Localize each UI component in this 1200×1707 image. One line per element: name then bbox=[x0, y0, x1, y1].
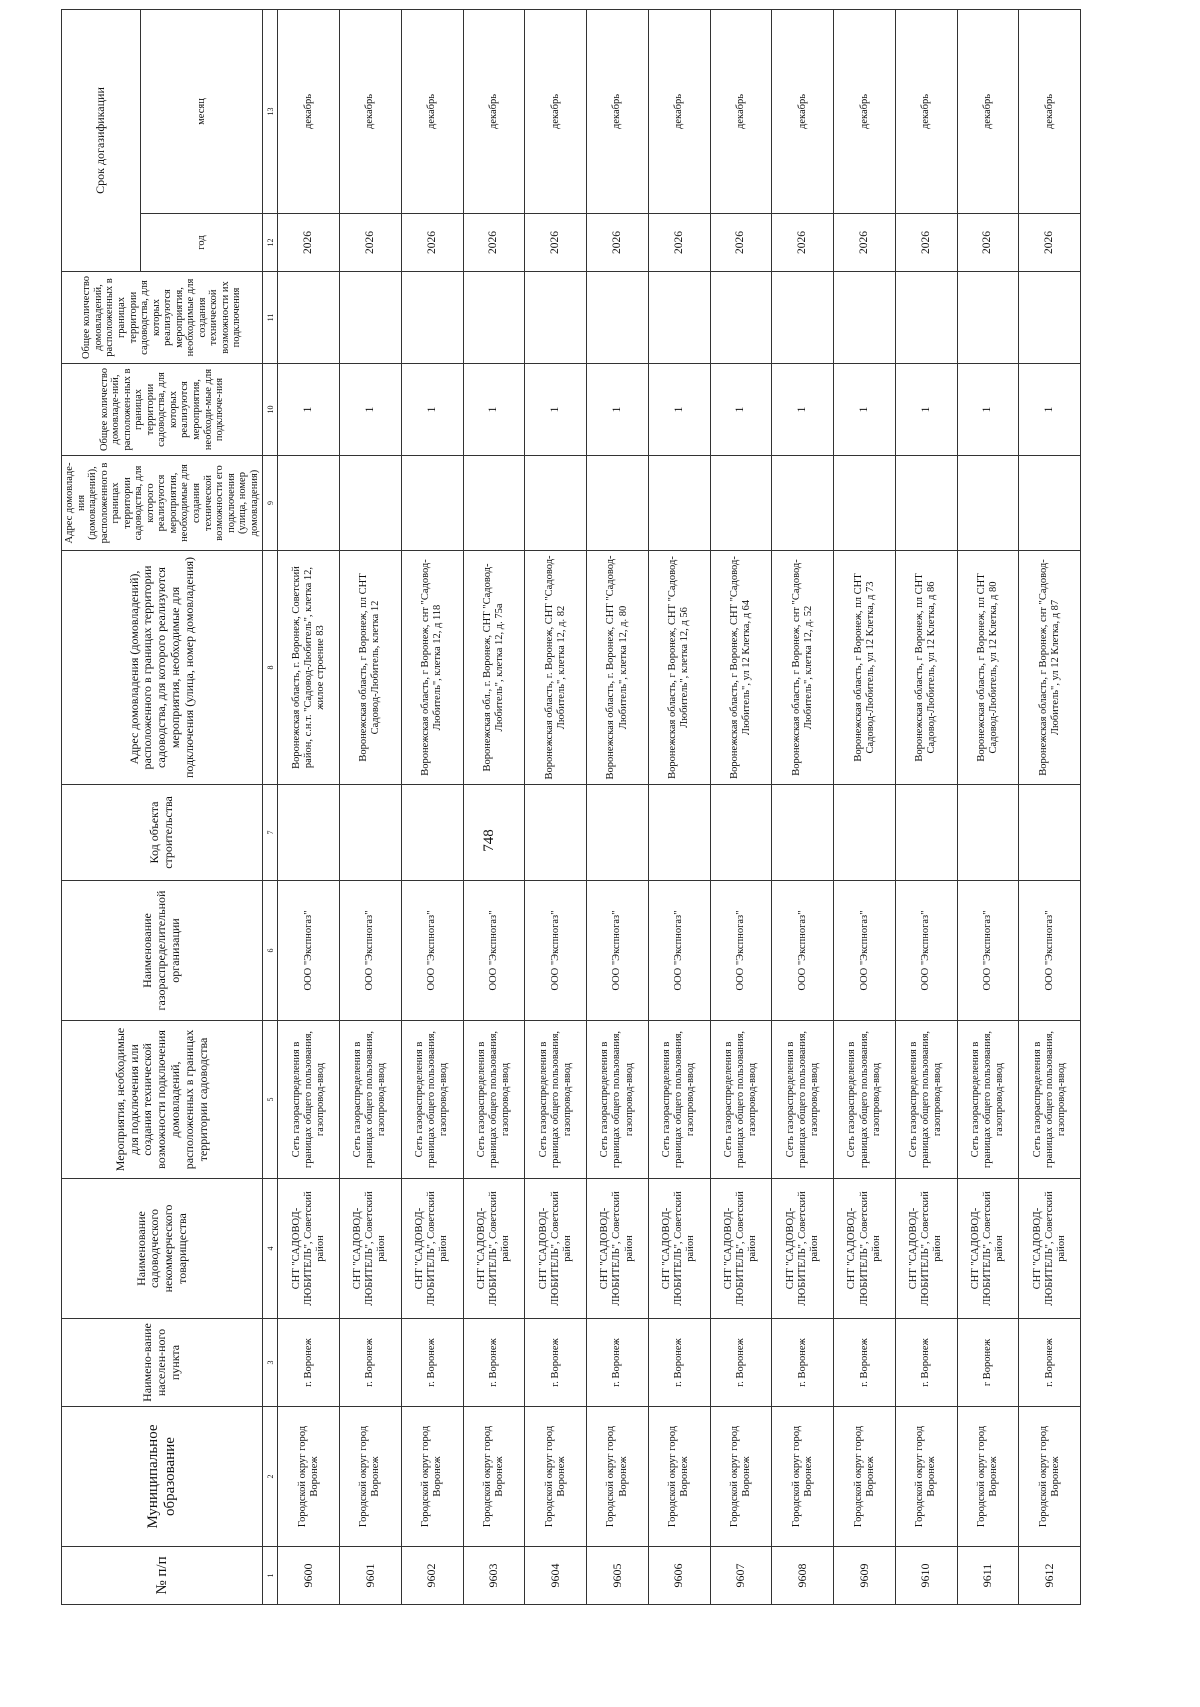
gas-org-cell: ООО "Экспногаз" bbox=[957, 881, 1019, 1021]
gas-org-cell: ООО "Экспногаз" bbox=[1019, 881, 1081, 1021]
address-tech-cell bbox=[525, 456, 587, 551]
address-tech-cell bbox=[895, 456, 957, 551]
gasification-register-table bbox=[61, 9, 1081, 1605]
municipality-cell: Городской округ город Воронеж bbox=[957, 1407, 1019, 1547]
measure-cell: Сеть газораспределения в границах общего пользования, газопровод-ввод bbox=[525, 1021, 587, 1179]
header-col-4: Наименование садоводческого некоммерческого товарищества bbox=[62, 1179, 263, 1319]
count-tech-cell bbox=[895, 272, 957, 364]
address-cell: Воронежская область, г. Воронеж, СНТ "Садовод-Любитель", клетка 12, д. 80 bbox=[587, 551, 649, 785]
address-tech-cell bbox=[340, 456, 402, 551]
row-number: 9602 bbox=[401, 1547, 463, 1605]
object-code-cell bbox=[957, 785, 1019, 881]
gas-org-cell: ООО "Экспногаз" bbox=[340, 881, 402, 1021]
column-number: 4 bbox=[263, 1179, 278, 1319]
address-cell: Воронежская область, г Воронеж, СНТ "Садовод-Любитель", ул 12 Клетка, д 64 bbox=[710, 551, 772, 785]
address-tech-cell bbox=[710, 456, 772, 551]
municipality-cell: Городской округ город Воронеж bbox=[525, 1407, 587, 1547]
locality-cell: г. Воронеж bbox=[525, 1319, 587, 1407]
header-col-9: Адрес домовладе-ния (домовладений), расположенного в границах территории садоводства, для которого реализуются мероприятия, необходимые для создания технической возможности его подключения (улица, номер домовладения) bbox=[62, 456, 263, 551]
month-cell: декабрь bbox=[278, 9, 340, 213]
column-number: 2 bbox=[263, 1407, 278, 1547]
snt-name-cell: СНТ "САДОВОД-ЛЮБИТЕЛЬ", Советский район bbox=[648, 1179, 710, 1319]
column-number: 3 bbox=[263, 1319, 278, 1407]
header-col-5: Мероприятия, необходимые для подключения или создания технической возможности подключения домовладений, расположенных в границах территории садоводства bbox=[62, 1021, 263, 1179]
locality-cell: г. Воронеж bbox=[278, 1319, 340, 1407]
month-cell: декабрь bbox=[463, 9, 525, 213]
row-number: 9612 bbox=[1019, 1547, 1081, 1605]
month-cell: декабрь bbox=[710, 9, 772, 213]
municipality-cell: Городской округ город Воронеж bbox=[895, 1407, 957, 1547]
measure-cell: Сеть газораспределения в границах общего пользования, газопровод-ввод bbox=[463, 1021, 525, 1179]
measure-cell: Сеть газораспределения в границах общего пользования, газопровод-ввод bbox=[710, 1021, 772, 1179]
gas-org-cell: ООО "Экспногаз" bbox=[834, 881, 896, 1021]
snt-name-cell: СНТ "САДОВОД-ЛЮБИТЕЛЬ", Советский район bbox=[772, 1179, 834, 1319]
municipality-cell: Городской округ город Воронеж bbox=[834, 1407, 896, 1547]
object-code-cell bbox=[401, 785, 463, 881]
header-col-13: месяц bbox=[141, 9, 263, 213]
address-cell: Воронежская область, г Воронеж, снт "Садовод-Любитель", ул 12 Клетка, д 87 bbox=[1019, 551, 1081, 785]
object-code-cell bbox=[278, 785, 340, 881]
address-cell: Воронежская область, г Воронеж, пл СНТ Садовод-Любитель, ул 12 Клетка, д 73 bbox=[834, 551, 896, 785]
page-number: 748 bbox=[480, 829, 497, 852]
locality-cell: г. Воронеж bbox=[1019, 1319, 1081, 1407]
column-number: 12 bbox=[263, 214, 278, 272]
table-row bbox=[278, 9, 340, 1604]
month-cell: декабрь bbox=[401, 9, 463, 213]
column-number: 8 bbox=[263, 551, 278, 785]
year-cell: 2026 bbox=[525, 214, 587, 272]
municipality-cell: Городской округ город Воронеж bbox=[772, 1407, 834, 1547]
column-number: 6 bbox=[263, 881, 278, 1021]
year-cell: 2026 bbox=[463, 214, 525, 272]
municipality-cell: Городской округ город Воронеж bbox=[710, 1407, 772, 1547]
row-number: 9603 bbox=[463, 1547, 525, 1605]
locality-cell: г. Воронеж bbox=[834, 1319, 896, 1407]
header-col-12: год bbox=[141, 214, 263, 272]
municipality-cell: Городской округ город Воронеж bbox=[463, 1407, 525, 1547]
count-connect-cell: 1 bbox=[463, 364, 525, 456]
header-col-7: Код объекта строительства bbox=[62, 785, 263, 881]
address-cell: Воронежская область, г Воронеж, пл СНТ Садовод-Любитель, клетка 12 bbox=[340, 551, 402, 785]
measure-cell: Сеть газораспределения в границах общего пользования, газопровод-ввод bbox=[401, 1021, 463, 1179]
address-tech-cell bbox=[648, 456, 710, 551]
locality-cell: г. Воронеж bbox=[648, 1319, 710, 1407]
header-col-10: Общее количество домовладе-ний, расположен-ных в границах территории садоводства, для которых реализуются мероприятия, необходи-мые для подключе-ния bbox=[62, 364, 263, 456]
count-tech-cell bbox=[463, 272, 525, 364]
measure-cell: Сеть газораспределения в границах общего пользования, газопровод-ввод bbox=[648, 1021, 710, 1179]
month-cell: декабрь bbox=[340, 9, 402, 213]
snt-name-cell: СНТ "САДОВОД-ЛЮБИТЕЛЬ", Советский район bbox=[525, 1179, 587, 1319]
month-cell: декабрь bbox=[895, 9, 957, 213]
count-connect-cell: 1 bbox=[710, 364, 772, 456]
count-tech-cell bbox=[772, 272, 834, 364]
address-tech-cell bbox=[1019, 456, 1081, 551]
snt-name-cell: СНТ "САДОВОД-ЛЮБИТЕЛЬ", Советский район bbox=[278, 1179, 340, 1319]
locality-cell: г. Воронеж bbox=[710, 1319, 772, 1407]
count-connect-cell: 1 bbox=[278, 364, 340, 456]
gas-org-cell: ООО "Экспногаз" bbox=[587, 881, 649, 1021]
rotated-table-wrapper bbox=[61, 87, 1071, 1605]
object-code-cell bbox=[834, 785, 896, 881]
locality-cell: г Воронеж bbox=[957, 1319, 1019, 1407]
count-tech-cell bbox=[340, 272, 402, 364]
gas-org-cell: ООО "Экспногаз" bbox=[895, 881, 957, 1021]
locality-cell: г. Воронеж bbox=[340, 1319, 402, 1407]
count-connect-cell: 1 bbox=[648, 364, 710, 456]
year-cell: 2026 bbox=[710, 214, 772, 272]
address-cell: Воронежская область, г. Воронеж, СНТ "Садовод-Любитель", клетка 12, д. 82 bbox=[525, 551, 587, 785]
count-connect-cell: 1 bbox=[340, 364, 402, 456]
address-cell: Воронежская область, г Воронеж, снт "Садовод-Любитель", клетка 12, д. 52 bbox=[772, 551, 834, 785]
year-cell: 2026 bbox=[278, 214, 340, 272]
column-number: 13 bbox=[263, 9, 278, 213]
address-cell: Воронежская область, г Воронеж, пл СНТ Садовод-Любитель, ул 12 Клетка, д 80 bbox=[957, 551, 1019, 785]
table-row bbox=[587, 9, 649, 1604]
address-tech-cell bbox=[834, 456, 896, 551]
address-tech-cell bbox=[957, 456, 1019, 551]
table-body bbox=[278, 9, 1081, 1604]
row-number: 9601 bbox=[340, 1547, 402, 1605]
locality-cell: г. Воронеж bbox=[587, 1319, 649, 1407]
address-cell: Воронежская обл., г. Воронеж, СНТ "Садовод-Любитель", клетка 12, д. 75а bbox=[463, 551, 525, 785]
year-cell: 2026 bbox=[587, 214, 649, 272]
measure-cell: Сеть газораспределения в границах общего пользования, газопровод-ввод bbox=[895, 1021, 957, 1179]
table-row bbox=[834, 9, 896, 1604]
header-col-11: Общее количество домовладений, расположенных в границах территории садоводства, для которых реализуются мероприятия, необходимые для создания технической возможности их подключения bbox=[62, 272, 263, 364]
table-row bbox=[340, 9, 402, 1604]
count-connect-cell: 1 bbox=[957, 364, 1019, 456]
month-cell: декабрь bbox=[525, 9, 587, 213]
snt-name-cell: СНТ "САДОВОД-ЛЮБИТЕЛЬ", Советский район bbox=[834, 1179, 896, 1319]
year-cell: 2026 bbox=[401, 214, 463, 272]
snt-name-cell: СНТ "САДОВОД-ЛЮБИТЕЛЬ", Советский район bbox=[587, 1179, 649, 1319]
count-connect-cell: 1 bbox=[401, 364, 463, 456]
address-cell: Воронежская область, г. Воронеж, Советский район, с.н.т. "Садовод-Любитель", клетка 12, жилое строение 83 bbox=[278, 551, 340, 785]
row-number: 9609 bbox=[834, 1547, 896, 1605]
month-cell: декабрь bbox=[834, 9, 896, 213]
year-cell: 2026 bbox=[340, 214, 402, 272]
row-number: 9608 bbox=[772, 1547, 834, 1605]
row-number: 9600 bbox=[278, 1547, 340, 1605]
snt-name-cell: СНТ "САДОВОД-ЛЮБИТЕЛЬ", Советский район bbox=[710, 1179, 772, 1319]
count-connect-cell: 1 bbox=[834, 364, 896, 456]
gas-org-cell: ООО "Экспногаз" bbox=[401, 881, 463, 1021]
address-tech-cell bbox=[463, 456, 525, 551]
object-code-cell bbox=[463, 785, 525, 881]
year-cell: 2026 bbox=[1019, 214, 1081, 272]
month-cell: декабрь bbox=[648, 9, 710, 213]
snt-name-cell: СНТ "САДОВОД-ЛЮБИТЕЛЬ", Советский район bbox=[895, 1179, 957, 1319]
address-cell: Воронежская область, г Воронеж, пл СНТ Садовод-Любитель, ул 12 Клетка, д 86 bbox=[895, 551, 957, 785]
locality-cell: г. Воронеж bbox=[772, 1319, 834, 1407]
row-number: 9611 bbox=[957, 1547, 1019, 1605]
count-tech-cell bbox=[834, 272, 896, 364]
object-code-cell bbox=[648, 785, 710, 881]
count-tech-cell bbox=[1019, 272, 1081, 364]
year-cell: 2026 bbox=[957, 214, 1019, 272]
header-col-6: Наименование газораспределительной организации bbox=[62, 881, 263, 1021]
measure-cell: Сеть газораспределения в границах общего пользования, газопровод-ввод bbox=[340, 1021, 402, 1179]
object-code-cell bbox=[587, 785, 649, 881]
column-number: 11 bbox=[263, 272, 278, 364]
address-cell: Воронежская область, г Воронеж, снт "Садовод-Любитель", клетка 12, д 118 bbox=[401, 551, 463, 785]
object-code-cell bbox=[340, 785, 402, 881]
document-stage bbox=[61, 87, 1071, 1605]
count-tech-cell bbox=[710, 272, 772, 364]
header-col-3: Наимено-вание населен-ного пункта bbox=[62, 1319, 263, 1407]
measure-cell: Сеть газораспределения в границах общего пользования, газопровод-ввод bbox=[1019, 1021, 1081, 1179]
count-tech-cell bbox=[957, 272, 1019, 364]
gas-org-cell: ООО "Экспногаз" bbox=[772, 881, 834, 1021]
count-connect-cell: 1 bbox=[1019, 364, 1081, 456]
count-connect-cell: 1 bbox=[772, 364, 834, 456]
locality-cell: г. Воронеж bbox=[463, 1319, 525, 1407]
column-number: 7 bbox=[263, 785, 278, 881]
object-code-cell bbox=[710, 785, 772, 881]
count-tech-cell bbox=[401, 272, 463, 364]
table-row bbox=[463, 9, 525, 1604]
table-row bbox=[957, 9, 1019, 1604]
row-number: 9604 bbox=[525, 1547, 587, 1605]
object-code-cell bbox=[772, 785, 834, 881]
locality-cell: г. Воронеж bbox=[895, 1319, 957, 1407]
table-row bbox=[1019, 9, 1081, 1604]
gas-org-cell: ООО "Экспногаз" bbox=[710, 881, 772, 1021]
snt-name-cell: СНТ "САДОВОД-ЛЮБИТЕЛЬ", Советский район bbox=[1019, 1179, 1081, 1319]
month-cell: декабрь bbox=[587, 9, 649, 213]
header-col-1: № п/п bbox=[62, 1547, 263, 1605]
row-number: 9606 bbox=[648, 1547, 710, 1605]
column-number: 5 bbox=[263, 1021, 278, 1179]
table-row bbox=[525, 9, 587, 1604]
address-tech-cell bbox=[401, 456, 463, 551]
municipality-cell: Городской округ город Воронеж bbox=[1019, 1407, 1081, 1547]
row-number: 9605 bbox=[587, 1547, 649, 1605]
month-cell: декабрь bbox=[957, 9, 1019, 213]
object-code-cell bbox=[895, 785, 957, 881]
gas-org-cell: ООО "Экспногаз" bbox=[463, 881, 525, 1021]
measure-cell: Сеть газораспределения в границах общего пользования, газопровод-ввод bbox=[587, 1021, 649, 1179]
address-cell: Воронежская область, г Воронеж, СНТ "Садовод-Любитель", клетка 12, д 56 bbox=[648, 551, 710, 785]
measure-cell: Сеть газораспределения в границах общего пользования, газопровод-ввод bbox=[278, 1021, 340, 1179]
table-row bbox=[401, 9, 463, 1604]
column-number-row bbox=[263, 9, 278, 1604]
count-connect-cell: 1 bbox=[587, 364, 649, 456]
municipality-cell: Городской округ город Воронеж bbox=[401, 1407, 463, 1547]
object-code-cell bbox=[1019, 785, 1081, 881]
column-number: 10 bbox=[263, 364, 278, 456]
snt-name-cell: СНТ "САДОВОД-ЛЮБИТЕЛЬ", Советский район bbox=[463, 1179, 525, 1319]
count-tech-cell bbox=[525, 272, 587, 364]
snt-name-cell: СНТ "САДОВОД-ЛЮБИТЕЛЬ", Советский район bbox=[340, 1179, 402, 1319]
year-cell: 2026 bbox=[834, 214, 896, 272]
table-row bbox=[710, 9, 772, 1604]
table-row bbox=[772, 9, 834, 1604]
count-tech-cell bbox=[648, 272, 710, 364]
column-number: 1 bbox=[263, 1547, 278, 1605]
row-number: 9607 bbox=[710, 1547, 772, 1605]
municipality-cell: Городской округ город Воронеж bbox=[648, 1407, 710, 1547]
municipality-cell: Городской округ город Воронеж bbox=[278, 1407, 340, 1547]
year-cell: 2026 bbox=[772, 214, 834, 272]
snt-name-cell: СНТ "САДОВОД-ЛЮБИТЕЛЬ", Советский район bbox=[957, 1179, 1019, 1319]
header-col-12-13: Срок догазификации bbox=[62, 9, 141, 271]
address-tech-cell bbox=[587, 456, 649, 551]
measure-cell: Сеть газораспределения в границах общего пользования, газопровод-ввод bbox=[957, 1021, 1019, 1179]
row-number: 9610 bbox=[895, 1547, 957, 1605]
snt-name-cell: СНТ "САДОВОД-ЛЮБИТЕЛЬ", Советский район bbox=[401, 1179, 463, 1319]
year-cell: 2026 bbox=[895, 214, 957, 272]
locality-cell: г. Воронеж bbox=[401, 1319, 463, 1407]
month-cell: декабрь bbox=[1019, 9, 1081, 213]
column-number: 9 bbox=[263, 456, 278, 551]
count-tech-cell bbox=[278, 272, 340, 364]
measure-cell: Сеть газораспределения в границах общего пользования, газопровод-ввод bbox=[772, 1021, 834, 1179]
municipality-cell: Городской округ город Воронеж bbox=[587, 1407, 649, 1547]
header-col-8: Адрес домовладения (домовладений), расположенного в границах территории садоводства, для которого реализуются мероприятия, необходимые для подключения (улица, номер домовладения) bbox=[62, 551, 263, 785]
gas-org-cell: ООО "Экспногаз" bbox=[278, 881, 340, 1021]
count-connect-cell: 1 bbox=[895, 364, 957, 456]
table-row bbox=[648, 9, 710, 1604]
object-code-cell bbox=[525, 785, 587, 881]
gas-org-cell: ООО "Экспногаз" bbox=[648, 881, 710, 1021]
header-row-top bbox=[62, 9, 141, 1604]
count-connect-cell: 1 bbox=[525, 364, 587, 456]
header-col-2: Муниципальное образование bbox=[62, 1407, 263, 1547]
year-cell: 2026 bbox=[648, 214, 710, 272]
table-row bbox=[895, 9, 957, 1604]
month-cell: декабрь bbox=[772, 9, 834, 213]
count-tech-cell bbox=[587, 272, 649, 364]
municipality-cell: Городской округ город Воронеж bbox=[340, 1407, 402, 1547]
address-tech-cell bbox=[772, 456, 834, 551]
gas-org-cell: ООО "Экспногаз" bbox=[525, 881, 587, 1021]
measure-cell: Сеть газораспределения в границах общего пользования, газопровод-ввод bbox=[834, 1021, 896, 1179]
address-tech-cell bbox=[278, 456, 340, 551]
